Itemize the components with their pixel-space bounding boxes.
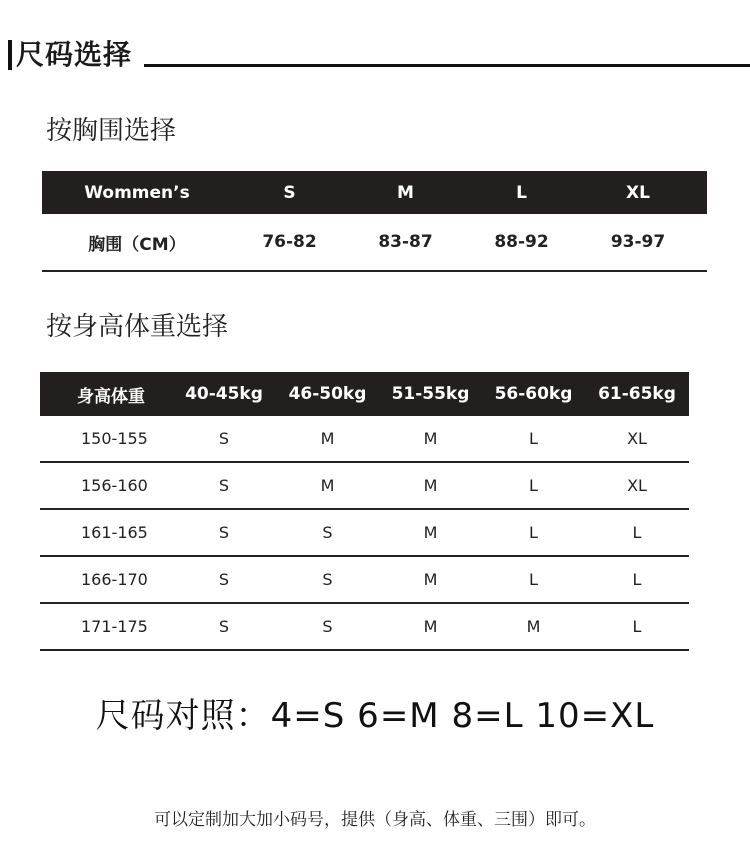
bust-header-label: Wommen’s: [84, 182, 190, 203]
height-weight-section-title: 按身高体重选择: [46, 312, 229, 342]
bust-row-label: 胸围（CM）: [88, 234, 186, 255]
table-row: [40, 510, 689, 557]
hw-cell: L: [632, 617, 642, 636]
hw-cell: L: [529, 570, 538, 589]
hw-header-label: 身高体重: [77, 386, 145, 407]
bust-header-l: L: [516, 182, 527, 203]
hw-cell: S: [218, 476, 230, 495]
section-header: [0, 38, 750, 72]
hw-cell: L: [632, 523, 642, 542]
footer-note: 可以定制加大加小码号，提供（身高、体重、三围）即可。: [154, 810, 596, 830]
header-accent-bar: [8, 40, 12, 70]
page-title: 尺码选择: [16, 38, 133, 71]
hw-cell: M: [423, 523, 438, 542]
hw-cell: S: [218, 617, 230, 636]
hw-row-height: 166-170: [81, 570, 148, 589]
hw-cell: S: [218, 429, 230, 448]
bust-value-xl: 93-97: [610, 232, 666, 252]
hw-row-height: 156-160: [81, 476, 148, 495]
hw-row-height: 150-155: [81, 429, 148, 448]
bust-header-s: S: [283, 182, 296, 203]
hw-header-col: 46-50kg: [288, 384, 367, 404]
hw-cell: L: [632, 570, 642, 589]
bust-table-row: [42, 214, 707, 272]
hw-row-height: 161-165: [81, 523, 148, 542]
hw-header-col: 51-55kg: [391, 384, 470, 404]
hw-cell: M: [320, 429, 335, 448]
hw-cell: S: [322, 523, 333, 542]
hw-header-col: 61-65kg: [598, 384, 676, 404]
size-reference: 尺码对照：4=S 6=M 8=L 10=XL: [95, 696, 655, 736]
table-row: [40, 416, 689, 463]
bust-header-xl: XL: [626, 182, 650, 203]
bust-value-m: 83-87: [378, 232, 433, 252]
hw-cell: S: [322, 617, 333, 636]
table-row: [40, 463, 689, 510]
hw-cell: S: [322, 570, 333, 589]
bust-header-m: M: [397, 182, 414, 203]
hw-cell: M: [320, 476, 335, 495]
hw-header-col: 40-45kg: [185, 384, 263, 404]
bust-value-s: 76-82: [262, 232, 317, 252]
hw-header-col: 56-60kg: [494, 384, 573, 404]
table-row: [40, 604, 689, 651]
hw-cell: S: [218, 570, 230, 589]
hw-cell: XL: [627, 429, 647, 448]
hw-cell: S: [218, 523, 230, 542]
hw-cell: M: [526, 617, 541, 636]
hw-cell: XL: [627, 476, 647, 495]
bust-table-header: [42, 171, 707, 214]
bust-section-title: 按胸围选择: [46, 116, 177, 146]
hw-cell: L: [529, 429, 538, 448]
hw-cell: M: [423, 570, 438, 589]
hw-table-header: [40, 372, 689, 416]
table-row: [40, 557, 689, 604]
hw-cell: L: [529, 523, 538, 542]
bust-value-l: 88-92: [494, 232, 549, 252]
hw-row-height: 171-175: [81, 617, 148, 636]
hw-cell: M: [423, 476, 438, 495]
header-divider: [144, 64, 750, 67]
hw-cell: L: [529, 476, 538, 495]
hw-cell: M: [423, 617, 438, 636]
hw-cell: M: [423, 429, 438, 448]
